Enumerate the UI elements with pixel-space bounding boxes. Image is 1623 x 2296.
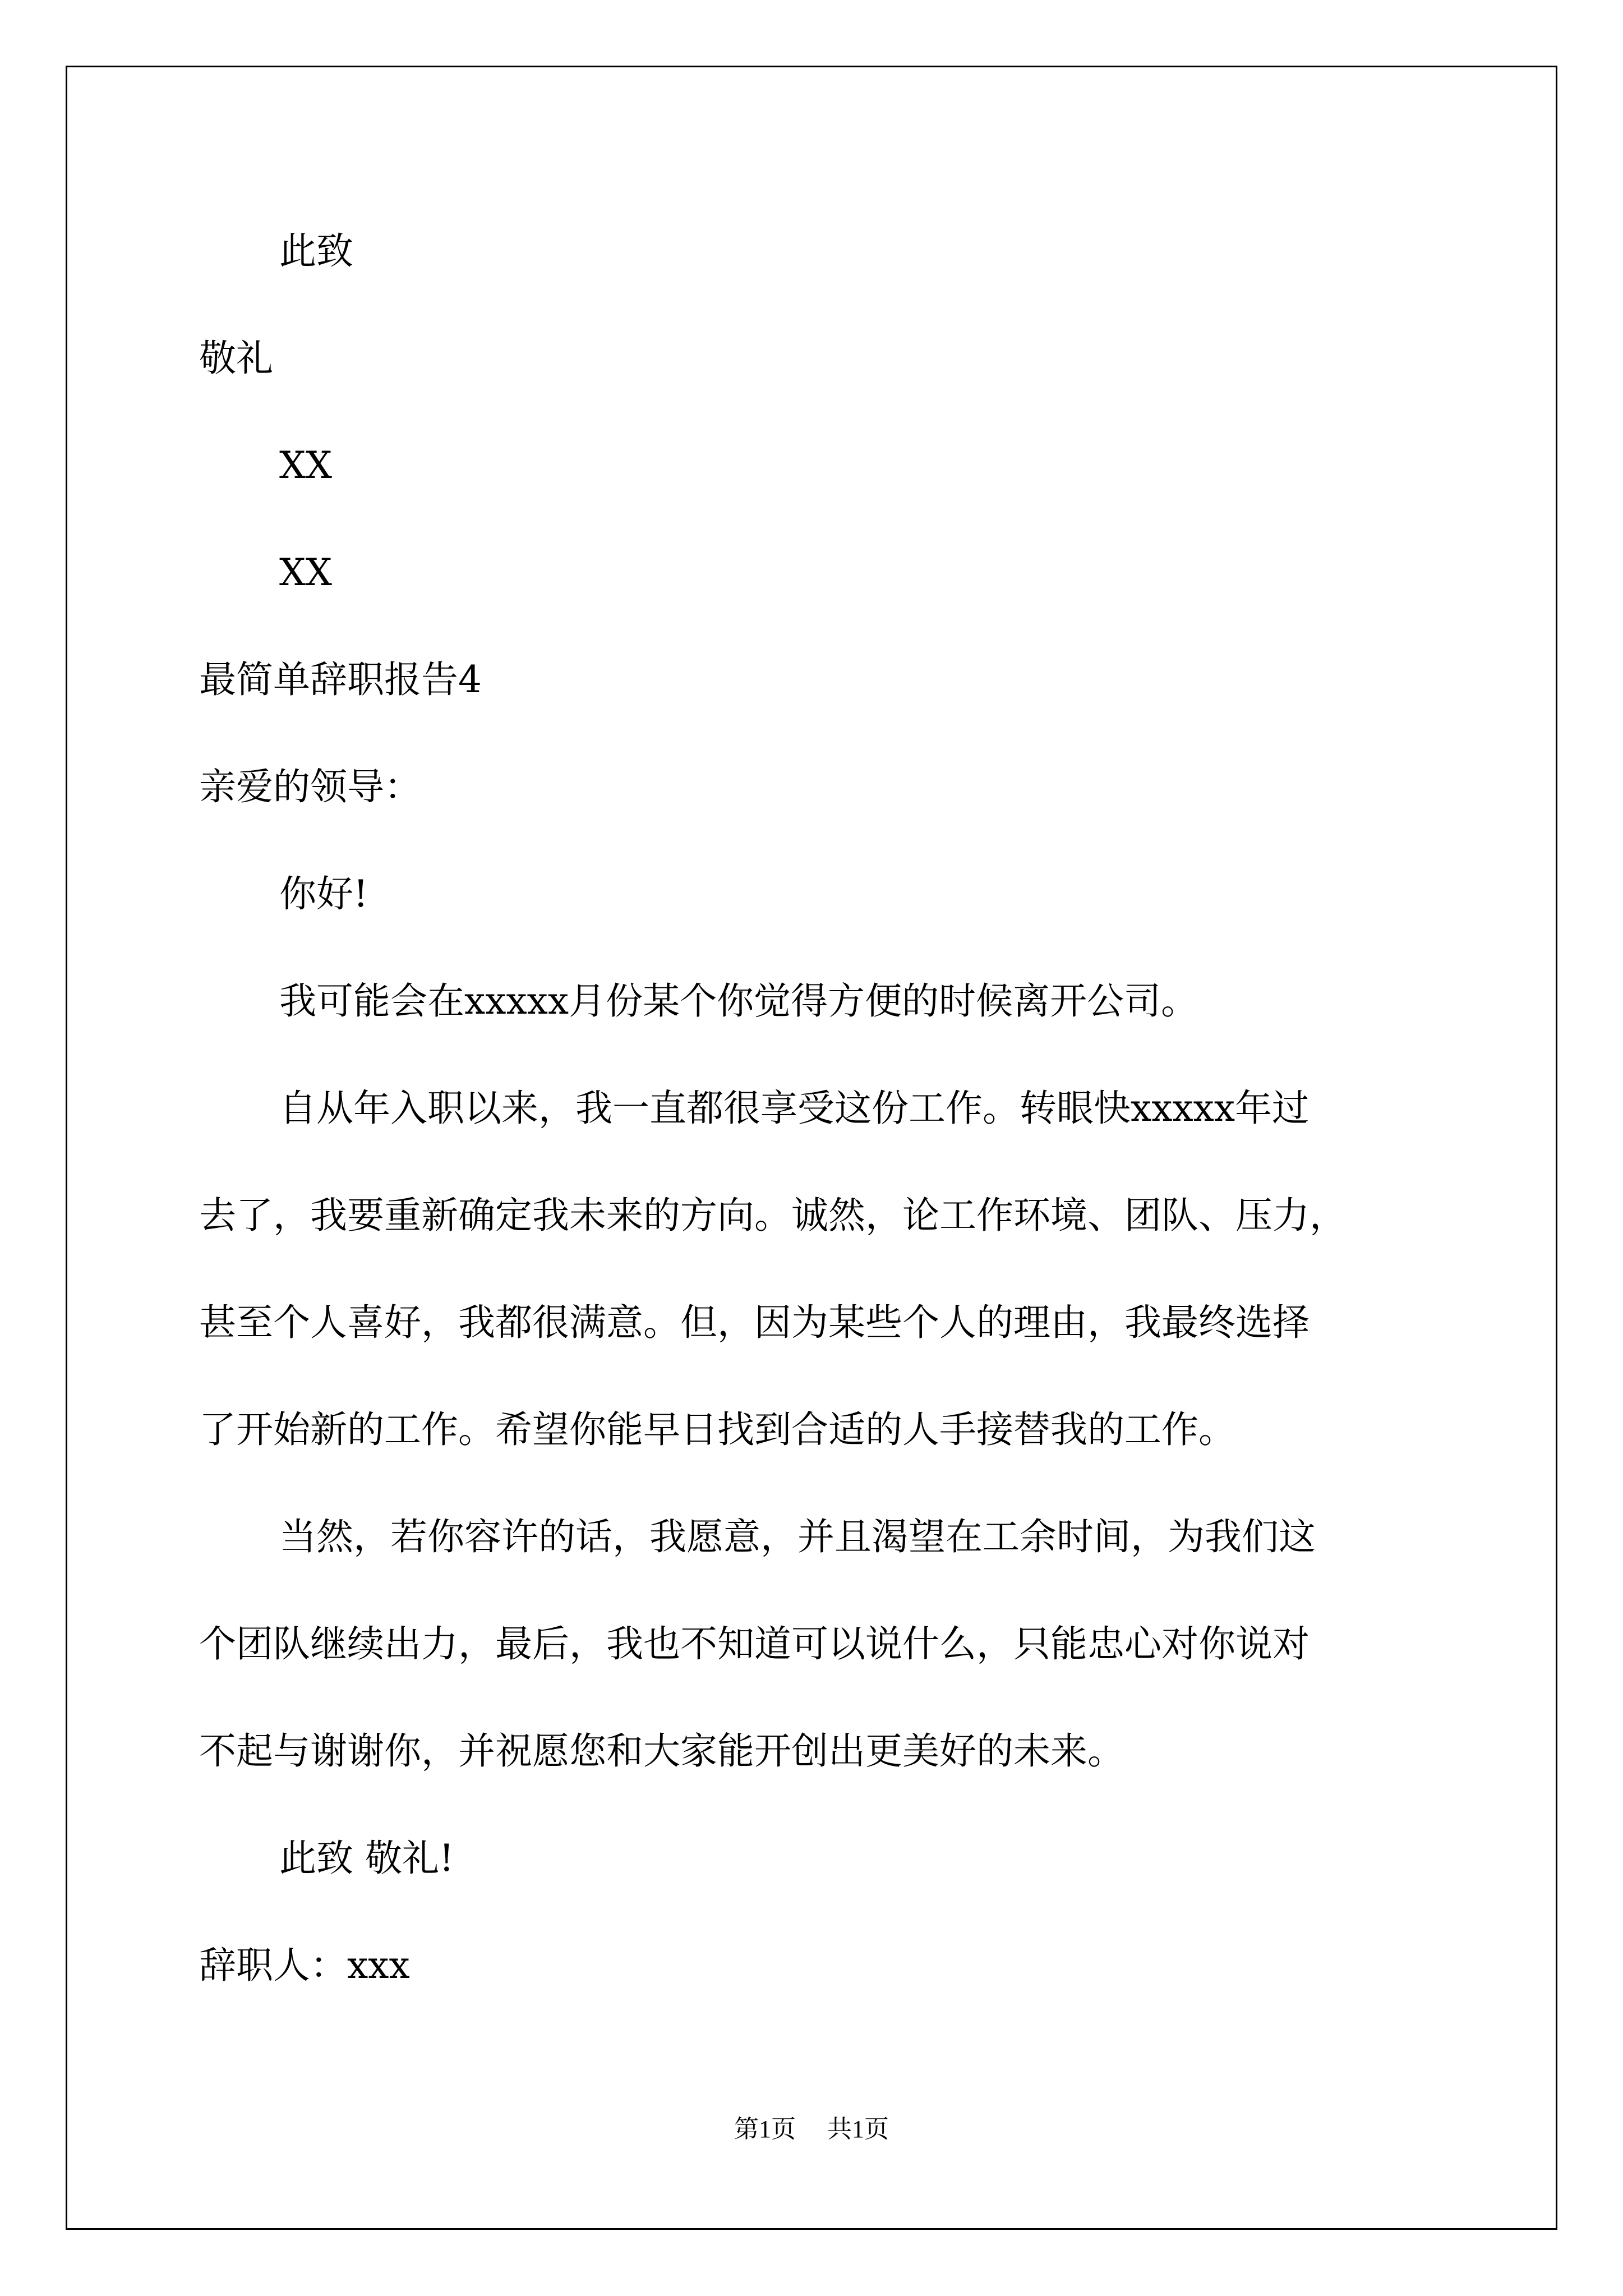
closing-name: XX <box>279 444 332 487</box>
paragraph-3-line: 不起与谢谢你，并祝愿您和大家能开创出更美好的未来。 <box>199 1729 1124 1773</box>
page-total: 共1页 <box>827 2115 889 2143</box>
page-footer <box>0 2113 1623 2146</box>
letter-hello: 你好! <box>279 872 368 915</box>
paragraph-3-line: 个团队继续出力，最后，我也不知道可以说什么，只能忠心对你说对 <box>199 1622 1310 1665</box>
paragraph-2-line: 自从年入职以来，我一直都很享受这份工作。转眼快xxxxx年过 <box>279 1087 1310 1130</box>
closing-salutation: 此致 <box>279 229 353 273</box>
paragraph-3-line: 当然，若你容许的话，我愿意，并且渴望在工余时间，为我们这 <box>279 1515 1316 1558</box>
letter-sign-off: 此致 敬礼! <box>279 1837 454 1880</box>
paragraph-2-line: 甚至个人喜好，我都很满意。但，因为某些个人的理由，我最终选择 <box>199 1301 1310 1344</box>
paragraph-1: 我可能会在xxxxx月份某个你觉得方便的时候离开公司。 <box>279 979 1198 1023</box>
letter-signature: 辞职人：xxx <box>199 1944 410 1987</box>
closing-regards: 敬礼 <box>199 337 273 380</box>
closing-date: XX <box>279 551 332 594</box>
section-heading: 最简单辞职报告4 <box>199 658 482 701</box>
page-number: 第1页 <box>734 2115 796 2143</box>
letter-greeting: 亲爱的领导： <box>199 765 421 808</box>
page-frame <box>66 66 1557 2230</box>
paragraph-2-line: 去了，我要重新确定我未来的方向。诚然，论工作环境、团队、压力， <box>199 1194 1347 1237</box>
paragraph-2-line: 了开始新的工作。希望你能早日找到合适的人手接替我的工作。 <box>199 1408 1235 1451</box>
